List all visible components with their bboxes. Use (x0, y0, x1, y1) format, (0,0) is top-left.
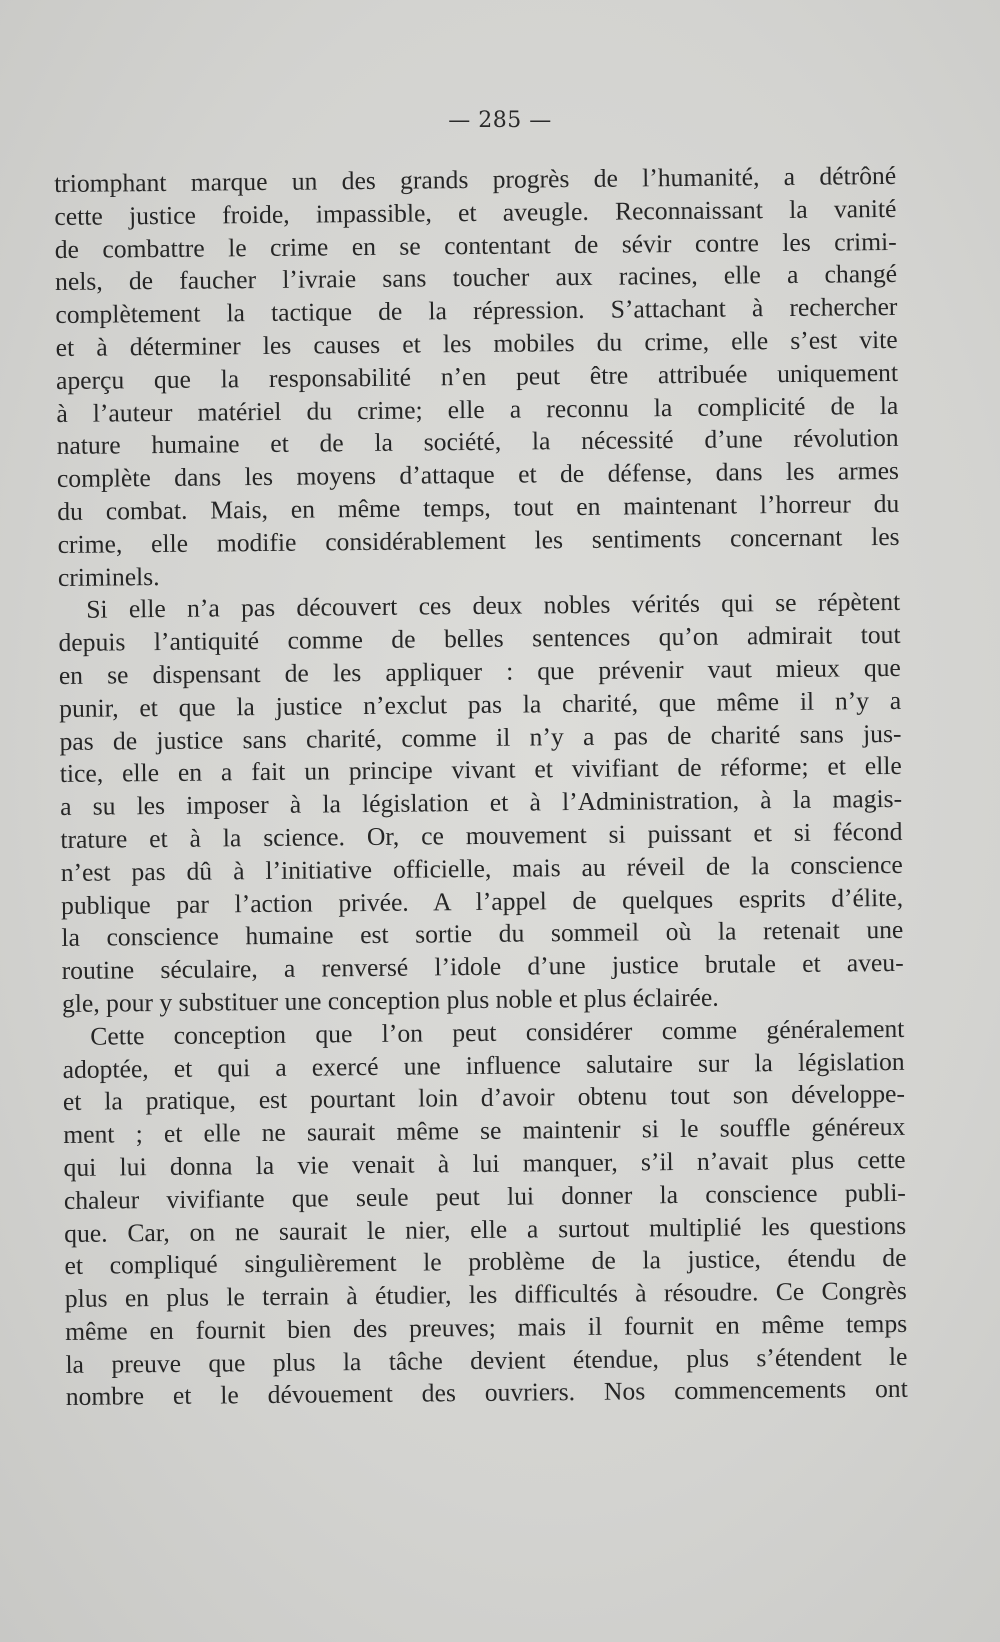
text-line: qui lui donna la vie venait à lui manquer, s’il n’avait plus cette (63, 1144, 906, 1182)
text-line: depuis l’antiquité comme de belles sentences qu’on admirait tout (58, 620, 901, 658)
text-line: crime, elle modifie considérablement les sentiments concernant les (57, 521, 900, 559)
text-line: que. Car, on ne saurait le nier, elle a surtout multiplié les questions (64, 1210, 907, 1248)
text-line: et compliqué singulièrement le problème de la justice, étendu de (64, 1243, 907, 1281)
text-line: à l’auteur matériel du crime; elle a reconnu la complicité de la (56, 390, 899, 428)
text-line: de combattre le crime en se contentant de sévir contre les crimi- (54, 226, 897, 264)
body-text (54, 160, 908, 1414)
text-line: Cette conception que l’on peut considérer comme généralement (90, 1013, 905, 1051)
text-line: aperçu que la responsabilité n’en peut être attribuée uniquement (55, 357, 899, 395)
text-line: la conscience humaine est sortie du sommeil où la retenait une (61, 915, 904, 953)
text-line: du combat. Mais, en même temps, tout en maintenant l’horreur du (57, 488, 900, 526)
text-line: Si elle n’a pas découvert ces deux nobles vérités qui se répètent (86, 587, 901, 625)
paragraph (62, 1013, 908, 1415)
text-line: triomphant marque un des grands progrès de l’humanité, a détrôné (54, 160, 897, 198)
text-line: trature et à la science. Or, ce mouvement si puissant et si fécond (60, 816, 903, 854)
text-line: tice, elle en a fait un principe vivant et vivifiant de réforme; et elle (59, 751, 902, 789)
text-line: cette justice froide, impassible, et aveugle. Reconnaissant la vanité (54, 193, 897, 231)
text-line: adoptée, et qui a exercé une influence salutaire sur la législation (62, 1046, 905, 1084)
text-line: et à déterminer les causes et les mobiles du crime, elle s’est vite (55, 324, 898, 362)
page-number: — 285 — (448, 108, 552, 133)
text-line: même en fournit bien des preuves; mais il fournit en même temps (65, 1308, 908, 1346)
text-line: n’est pas dû à l’initiative officielle, mais au réveil de la conscience (60, 849, 903, 887)
text-line: publique par l’action privée. A l’appel de quelques esprits d’élite, (60, 882, 904, 920)
text-line: en se dispensant de les appliquer : que prévenir vaut mieux que (58, 652, 901, 690)
text-line: nombre et le dévouement des ouvriers. Nos commencements ont (65, 1374, 908, 1412)
text-line: punir, et que la justice n’exclut pas la charité, que même il n’y a (59, 685, 902, 723)
text-line: complètement la tactique de la répression. S’attachant à rechercher (55, 292, 898, 330)
text-line: nels, de faucher l’ivraie sans toucher aux racines, elle a changé (54, 259, 898, 297)
text-line: chaleur vivifiante que seule peut lui donner la conscience publi- (63, 1177, 907, 1215)
text-line: nature humaine et de la société, la nécessité d’une révolution (56, 423, 899, 461)
text-line: pas de justice sans charité, comme il n’y a pas de charité sans jus- (59, 718, 902, 756)
text-line: criminels. (57, 561, 160, 592)
text-line: ment ; et elle ne saurait même se maintenir si le souffle généreux (63, 1111, 906, 1150)
text-line: gle, pour y substituer une conception plus noble et plus éclairée. (61, 982, 719, 1018)
paragraph (54, 160, 900, 594)
text-line: la preuve que plus la tâche devient étendue, plus s’étendent le (65, 1341, 908, 1379)
text-line: plus en plus le terrain à étudier, les difficultés à résoudre. Ce Congrès (64, 1275, 907, 1314)
text-line: complète dans les moyens d’attaque et de défense, dans les armes (56, 456, 900, 494)
text-line: et la pratique, est pourtant loin d’avoir obtenu tout son développe- (62, 1079, 906, 1117)
text-line: routine séculaire, a renversé l’idole d’une justice brutale et aveu- (61, 948, 904, 986)
text-line: a su les imposer à la législation et à l’Administration, à la magis- (59, 784, 903, 822)
paragraph (58, 586, 904, 1020)
